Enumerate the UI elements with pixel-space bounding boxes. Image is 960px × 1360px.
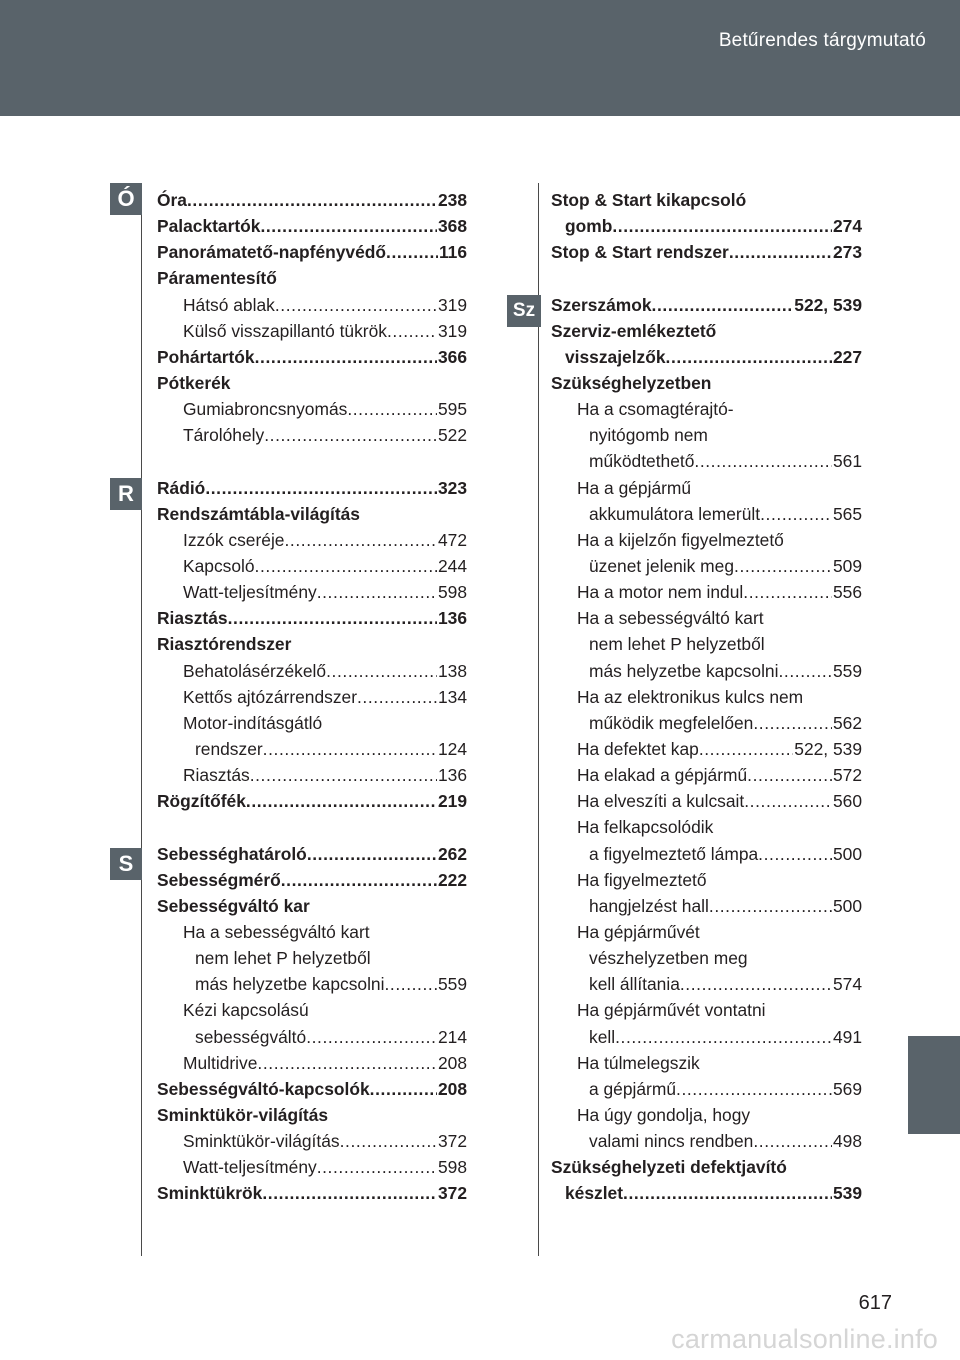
watermark: carmanualsonline.info	[671, 1324, 938, 1354]
index-entry	[157, 971, 467, 997]
index-entry	[157, 475, 467, 501]
index-entry-label: Pótkerék	[157, 372, 231, 393]
index-entry-page: 572	[832, 765, 862, 786]
index-entry	[157, 422, 467, 448]
section-letter-sz: Sz	[507, 295, 541, 327]
index-entry-label: Ha defektet kap	[577, 738, 699, 759]
index-column-left	[157, 187, 467, 1206]
index-entry	[157, 370, 467, 396]
index-entry-page: 522, 539	[794, 294, 862, 315]
index-entry	[551, 318, 862, 344]
index-entry-label: Tárolóhely	[183, 425, 265, 446]
index-entry	[551, 710, 862, 736]
index-entry-label: valami nincs rendben	[589, 1131, 754, 1152]
index-entry	[551, 187, 862, 213]
index-entry-page: 208	[437, 1052, 467, 1073]
index-entry-label: Palacktartók	[157, 216, 261, 237]
index-entry-page: 116	[438, 242, 467, 263]
index-entry-page: 319	[437, 320, 467, 341]
index-entry	[157, 239, 467, 265]
dot-leader	[753, 710, 832, 736]
index-entry-label: Ha gépjárművét	[577, 921, 700, 942]
dot-leader	[246, 788, 437, 814]
index-entry	[157, 527, 467, 553]
index-entry-label: más helyzetbe kapcsolni	[195, 974, 385, 995]
index-entry-label: Panorámatető-napfényvédő	[157, 242, 387, 263]
index-entry-label: visszajelzők	[565, 346, 666, 367]
index-entry	[551, 344, 862, 370]
index-entry	[551, 605, 862, 631]
index-entry-page: 574	[832, 974, 862, 995]
index-entry	[551, 762, 862, 788]
dot-leader	[228, 605, 437, 631]
index-entry	[551, 1154, 862, 1180]
index-entry	[157, 501, 467, 527]
index-entry-page: 522, 539	[794, 738, 862, 759]
index-entry-page: 134	[437, 686, 467, 707]
dot-leader	[340, 1128, 437, 1154]
index-entry-page: 500	[832, 843, 862, 864]
dot-leader	[264, 422, 437, 448]
dot-leader	[370, 1076, 437, 1102]
index-entry	[551, 1180, 862, 1206]
index-entry	[551, 788, 862, 814]
index-entry-label: a figyelmeztető lámpa	[589, 843, 759, 864]
dot-leader	[275, 292, 437, 318]
dot-leader	[263, 736, 437, 762]
section-letter-s: S	[110, 848, 142, 880]
dot-leader	[612, 213, 832, 239]
index-entry	[551, 841, 862, 867]
index-entry-page: 136	[437, 608, 467, 629]
index-entry-label: Ha elakad a gépjármű	[577, 765, 748, 786]
index-entry-label: Watt-teljesítmény	[183, 1157, 317, 1178]
index-entry-label: Ha elveszíti a kulcsait	[577, 791, 745, 812]
index-entry	[157, 1076, 467, 1102]
index-entry-page: 227	[832, 346, 862, 367]
index-entry-label: Ha a sebességváltó kart	[577, 608, 764, 629]
index-entry-label: Külső visszapillantó tükrök	[183, 320, 387, 341]
index-entry-page: 124	[437, 738, 467, 759]
index-entry	[551, 971, 862, 997]
index-entry-label: vészhelyzetben meg	[589, 948, 748, 969]
index-entry-label: Multidrive	[183, 1052, 258, 1073]
index-entry	[157, 841, 467, 867]
index-entry-label: Ha a csomagtérajtó-	[577, 399, 734, 420]
index-entry	[551, 1050, 862, 1076]
index-entry	[551, 239, 862, 265]
index-entry	[157, 1154, 467, 1180]
index-entry-label: Sebességhatároló	[157, 843, 307, 864]
index-entry-page: 136	[437, 765, 467, 786]
index-entry	[551, 945, 862, 971]
index-entry-label: Riasztás	[183, 765, 250, 786]
index-entry	[157, 1102, 467, 1128]
section-spacer	[157, 448, 467, 474]
index-entry	[551, 1076, 862, 1102]
section-spacer	[157, 814, 467, 840]
index-entry-label: akkumulátora lemerült	[589, 503, 761, 524]
index-entry	[551, 527, 862, 553]
index-entry-page: 556	[832, 582, 862, 603]
index-entry-label: Rögzítőfék	[157, 791, 246, 812]
index-entry-label: Riasztás	[157, 608, 228, 629]
dot-leader	[615, 1024, 832, 1050]
index-entry-label: gomb	[565, 216, 613, 237]
section-spacer	[551, 265, 862, 291]
index-entry-label: Hátsó ablak	[183, 294, 275, 315]
index-entry-page: 598	[437, 1157, 467, 1178]
index-entry-label: Ha úgy gondolja, hogy	[577, 1104, 751, 1125]
dot-leader	[317, 579, 437, 605]
index-entry-page: 274	[832, 216, 862, 237]
index-entry-page: 560	[832, 791, 862, 812]
dot-leader	[623, 1180, 832, 1206]
index-entry-page: 366	[437, 346, 467, 367]
dot-leader	[753, 1128, 832, 1154]
index-entry-label: Ha felkapcsolódik	[577, 817, 714, 838]
index-entry-page: 244	[437, 555, 467, 576]
dot-leader	[778, 658, 832, 684]
index-entry-page: 273	[832, 242, 862, 263]
index-entry-page: 598	[437, 582, 467, 603]
index-entry	[157, 265, 467, 291]
index-entry-label: Gumiabroncsnyomás	[183, 399, 348, 420]
index-entry	[157, 187, 467, 213]
index-entry-label: Kézi kapcsolású	[183, 1000, 309, 1021]
index-entry-label: nyitógomb nem	[589, 425, 708, 446]
index-entry	[551, 422, 862, 448]
index-entry	[157, 919, 467, 945]
index-entry-label: Rádió	[157, 477, 206, 498]
header-title: Betűrendes tárgymutató	[718, 30, 926, 51]
index-entry-page: 372	[437, 1131, 467, 1152]
index-entry-page: 559	[437, 974, 467, 995]
index-entry-page: 565	[832, 503, 862, 524]
index-entry-label: Páramentesítő	[157, 268, 277, 289]
index-entry	[551, 658, 862, 684]
index-entry-page: 214	[437, 1026, 467, 1047]
index-entry-page: 539	[832, 1183, 862, 1204]
index-entry-label: Watt-teljesítmény	[183, 582, 317, 603]
index-entry	[551, 867, 862, 893]
dot-leader	[758, 841, 832, 867]
dot-leader	[326, 658, 437, 684]
index-entry-label: Kapcsoló	[183, 555, 255, 576]
index-entry	[551, 997, 862, 1023]
index-entry-page: 562	[832, 712, 862, 733]
index-entry-page: 208	[437, 1078, 467, 1099]
index-entry	[157, 658, 467, 684]
index-entry-label: kell állítania	[589, 974, 680, 995]
index-entry	[157, 997, 467, 1023]
index-entry-label: sebességváltó	[195, 1026, 307, 1047]
index-entry	[551, 814, 862, 840]
index-entry-label: Sebességváltó kar	[157, 895, 310, 916]
index-entry-page: 262	[437, 843, 467, 864]
dot-leader	[306, 1024, 437, 1050]
index-entry	[551, 1128, 862, 1154]
index-entry	[551, 919, 862, 945]
dot-leader	[205, 475, 437, 501]
index-entry-label: rendszer	[195, 738, 263, 759]
index-entry-page: 323	[437, 477, 467, 498]
index-entry	[551, 684, 862, 710]
dot-leader	[317, 1154, 437, 1180]
index-entry-page: 472	[437, 529, 467, 550]
index-entry-page: 222	[437, 869, 467, 890]
index-entry-label: készlet	[565, 1183, 624, 1204]
index-entry-page: 319	[437, 294, 467, 315]
index-entry-label: hangjelzést hall	[589, 895, 709, 916]
index-entry-page: 559	[832, 660, 862, 681]
index-entry	[157, 710, 467, 736]
dot-leader	[760, 501, 832, 527]
index-entry-page: 219	[437, 791, 467, 812]
index-entry	[157, 684, 467, 710]
dot-leader	[680, 971, 832, 997]
index-entry-label: nem lehet P helyzetből	[589, 634, 765, 655]
dot-leader	[387, 318, 437, 344]
index-entry	[551, 553, 862, 579]
dot-leader	[384, 971, 437, 997]
dot-leader	[307, 841, 437, 867]
dot-leader	[747, 762, 832, 788]
dot-leader	[281, 867, 437, 893]
index-entry	[157, 213, 467, 239]
index-entry-label: Sebességváltó-kapcsolók	[157, 1078, 370, 1099]
index-entry	[157, 788, 467, 814]
index-entry	[551, 213, 862, 239]
index-entry-label: üzenet jelenik meg	[589, 555, 735, 576]
dot-leader	[255, 344, 437, 370]
index-entry-label: Stop & Start rendszer	[551, 242, 729, 263]
index-entry-label: Motor-indításgátló	[183, 712, 323, 733]
dot-leader	[743, 579, 832, 605]
dot-leader	[257, 1050, 437, 1076]
index-entry	[157, 605, 467, 631]
index-entry	[551, 631, 862, 657]
index-entry-label: Ha az elektronikus kulcs nem	[577, 686, 804, 707]
index-entry	[551, 736, 862, 762]
dot-leader	[729, 239, 832, 265]
index-entry-label: Ha a motor nem indul	[577, 582, 744, 603]
index-entry-page: 522	[437, 425, 467, 446]
index-entry	[551, 893, 862, 919]
index-entry-label: Rendszámtábla-világítás	[157, 503, 360, 524]
index-entry	[551, 396, 862, 422]
index-entry-label: Behatolásérzékelő	[183, 660, 327, 681]
dot-leader	[260, 213, 437, 239]
index-entry	[157, 1050, 467, 1076]
index-entry-label: nem lehet P helyzetből	[195, 948, 371, 969]
index-entry	[157, 318, 467, 344]
index-entry-label: működik megfelelően	[589, 712, 754, 733]
index-entry-label: Szerszámok	[551, 294, 652, 315]
index-entry-label: Sminktükrök	[157, 1183, 263, 1204]
index-entry	[551, 448, 862, 474]
dot-leader	[666, 344, 832, 370]
section-letter-r: R	[110, 478, 142, 510]
index-entry-label: Óra	[157, 190, 187, 210]
index-entry	[551, 475, 862, 501]
index-entry-page: 509	[832, 555, 862, 576]
index-entry	[157, 1128, 467, 1154]
index-entry	[157, 736, 467, 762]
index-entry-label: Sebességmérő	[157, 869, 281, 890]
dot-leader	[357, 684, 437, 710]
index-entry-page: 569	[832, 1078, 862, 1099]
index-entry	[157, 344, 467, 370]
index-entry-page: 368	[437, 216, 467, 237]
index-entry-label: a gépjármű	[589, 1078, 677, 1099]
index-entry	[551, 370, 862, 396]
index-entry	[157, 1180, 467, 1206]
index-entry	[157, 893, 467, 919]
dot-leader	[386, 239, 438, 265]
index-entry-label: Szükséghelyzeti defektjavító	[551, 1157, 787, 1178]
index-entry-label: Ha a kijelzőn figyelmeztető	[577, 529, 784, 550]
right-column-rule	[538, 183, 539, 1256]
index-entry	[157, 396, 467, 422]
index-entry	[157, 292, 467, 318]
dot-leader	[187, 187, 437, 213]
index-entry-page: 372	[437, 1183, 467, 1204]
dot-leader	[250, 762, 437, 788]
index-entry	[551, 1024, 862, 1050]
index-entry-label: Ha figyelmeztető	[577, 869, 707, 890]
section-letter-o-acute: Ó	[110, 183, 142, 215]
index-entry-label: Ha gépjárművét vontatni	[577, 1000, 766, 1021]
dot-leader	[676, 1076, 832, 1102]
dot-leader	[347, 396, 437, 422]
index-entry-label: Pohártartók	[157, 346, 255, 367]
index-entry-page: 491	[832, 1026, 862, 1047]
index-entry	[157, 1024, 467, 1050]
index-column-right	[551, 187, 862, 1206]
page-number: 617	[858, 1292, 892, 1314]
dot-leader	[699, 736, 793, 762]
dot-leader	[284, 527, 437, 553]
dot-leader	[255, 553, 437, 579]
index-entry-label: kell	[589, 1026, 616, 1047]
index-entry-label: működtethető	[589, 451, 695, 472]
index-entry-label: Sminktükör-világítás	[157, 1104, 329, 1125]
index-entry-page: 595	[437, 399, 467, 420]
index-entry-label: Sminktükör-világítás	[183, 1131, 340, 1152]
index-entry	[551, 1102, 862, 1128]
chapter-side-tab	[908, 1036, 960, 1134]
index-entry-label: Izzók cseréje	[183, 529, 285, 550]
index-entry-page: 238	[437, 190, 467, 210]
dot-leader	[709, 893, 832, 919]
index-entry-page: 138	[437, 660, 467, 681]
index-entry-label: Ha a sebességváltó kart	[183, 921, 370, 942]
index-entry	[157, 579, 467, 605]
dot-leader	[744, 788, 832, 814]
index-entry-label: Szerviz-emlékeztető	[551, 320, 717, 341]
index-entry-label: Ha túlmelegszik	[577, 1052, 700, 1073]
index-entry-page: 498	[832, 1131, 862, 1152]
index-entry	[157, 867, 467, 893]
index-entry	[551, 501, 862, 527]
index-entry-page: 561	[832, 451, 862, 472]
index-entry-label: más helyzetbe kapcsolni	[589, 660, 779, 681]
index-entry-label: Kettős ajtózárrendszer	[183, 686, 357, 707]
index-entry	[157, 631, 467, 657]
index-entry-label: Riasztórendszer	[157, 634, 292, 655]
index-entry	[157, 762, 467, 788]
index-entry-label: Stop & Start kikapcsoló	[551, 190, 747, 210]
dot-leader	[694, 448, 832, 474]
index-entry	[157, 945, 467, 971]
index-entry-label: Szükséghelyzetben	[551, 372, 712, 393]
index-entry	[157, 553, 467, 579]
dot-leader	[262, 1180, 437, 1206]
index-entry	[551, 579, 862, 605]
page-header	[0, 0, 960, 116]
index-entry	[551, 292, 862, 318]
index-entry-label: Ha a gépjármű	[577, 477, 692, 498]
left-column-rule	[141, 183, 142, 1256]
dot-leader	[652, 292, 794, 318]
dot-leader	[734, 553, 832, 579]
index-entry-page: 500	[832, 895, 862, 916]
